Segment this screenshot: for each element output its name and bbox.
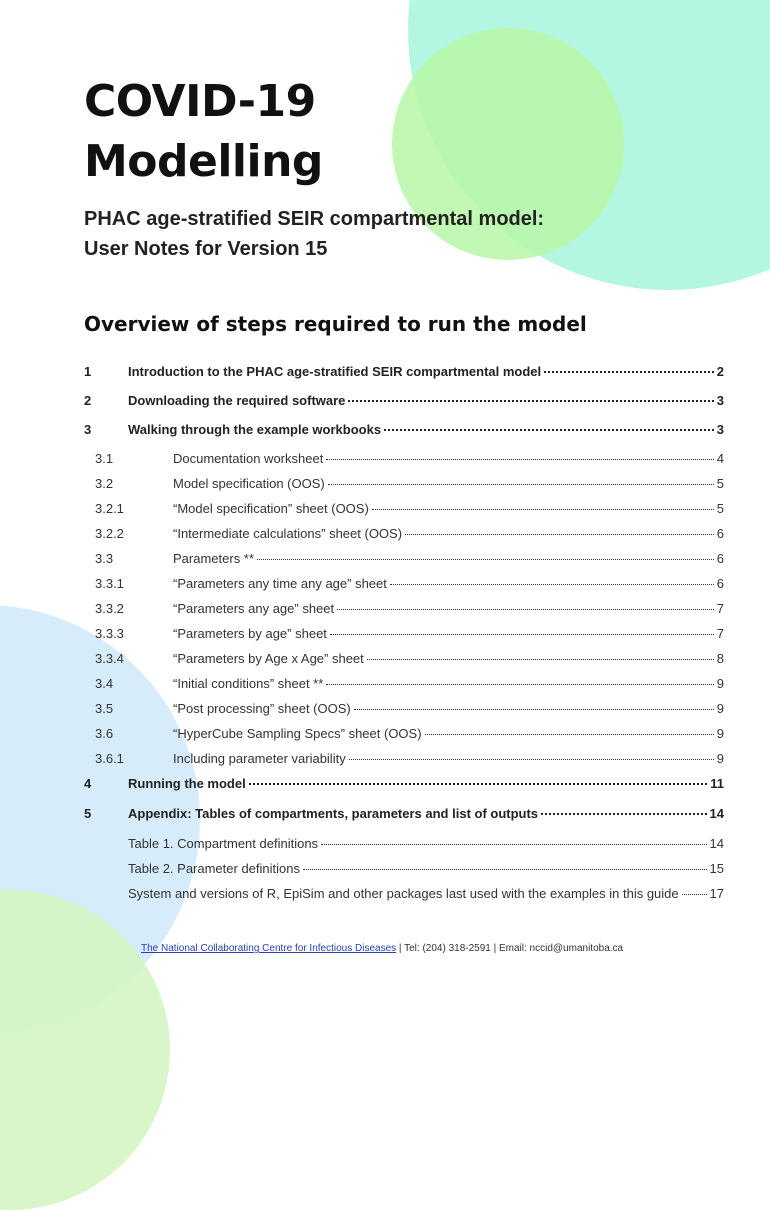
toc-entry-line [173,601,724,616]
toc-entry-page: 9 [716,726,724,741]
toc-entry[interactable] [0,861,770,886]
toc-entry-title: “HyperCube Sampling Specs” sheet (OOS) [173,726,422,741]
subtitle-line-1: PHAC age-stratified SEIR compartmental model: [84,208,545,230]
toc-entry[interactable] [0,601,770,626]
toc-entry-number: 3.3.3 [95,626,124,641]
toc-dot-leader [682,894,707,895]
toc-entry-number: 3 [84,422,92,437]
toc-entry-number: 3.2.1 [95,501,124,516]
toc-entry-title: Walking through the example workbooks [128,422,382,437]
toc-entry[interactable] [0,726,770,751]
toc-entry[interactable] [0,676,770,701]
toc-entry-page: 5 [716,501,724,516]
toc-dot-leader [326,459,713,460]
toc-entry-title: Documentation worksheet [173,451,324,466]
toc-entry-title: “Parameters any time any age” sheet [173,576,387,591]
toc-entry-line [128,393,724,408]
toc-dot-leader [354,709,714,710]
toc-dot-leader [328,484,714,485]
toc-entry-number: 3.2.2 [95,526,124,541]
toc-entry-line [173,626,724,641]
toc-entry-line [128,364,724,379]
toc-entry-line [173,726,724,741]
toc-entry-title: Model specification (OOS) [173,476,325,491]
toc-entry[interactable] [0,751,770,776]
toc-entry-line [128,886,724,901]
toc-dot-leader [321,844,706,845]
toc-entry-page: 9 [716,676,724,691]
footer-link[interactable]: The National Collaborating Centre for Infectious Diseases [141,943,397,954]
toc-entry-number: 3.3.2 [95,601,124,616]
toc-dot-leader [330,634,714,635]
toc-entry[interactable] [0,422,770,451]
toc-entry[interactable] [0,526,770,551]
toc-entry-page: 3 [716,393,724,408]
toc-dot-leader [405,534,714,535]
toc-entry-page: 7 [716,601,724,616]
toc-entry-title: Parameters ** [173,551,254,566]
toc-entry[interactable] [0,776,770,806]
toc-entry[interactable] [0,836,770,861]
toc-entry-title: Introduction to the PHAC age-stratified SEIR compartmental model [128,364,542,379]
toc-entry-page: 7 [716,626,724,641]
toc-entry-number: 3.3.1 [95,576,124,591]
toc-dot-leader [390,584,714,585]
toc-entry-page: 9 [716,701,724,716]
toc-entry-line [128,806,724,821]
toc-entry-page: 15 [709,861,724,876]
toc-entry[interactable] [0,886,770,911]
overview-heading: Overview of steps required to run the model [84,312,587,336]
toc-entry-line [173,576,724,591]
toc-entry-page: 3 [716,422,724,437]
toc-entry-title: Running the model [128,776,246,791]
toc-entry-page: 2 [716,364,724,379]
toc-entry-title: “Parameters by age” sheet [173,626,327,641]
toc-entry[interactable] [0,393,770,422]
toc-entry[interactable] [0,501,770,526]
toc-dot-leader [348,400,713,402]
footer-contact: | Tel: (204) 318-2591 | Email: nccid@umanitoba.ca [396,943,624,954]
toc-entry-number: 3.6 [95,726,114,741]
toc-entry-page: 11 [710,776,724,791]
toc-entry-line [128,836,724,851]
toc-entry-number: 3.1 [95,451,114,466]
toc-entry-title: System and versions of R, EpiSim and other packages last used with the examples in this guide [128,886,679,901]
toc-dot-leader [544,371,714,373]
toc-entry-number: 1 [84,364,92,379]
toc-entry[interactable] [0,576,770,601]
toc-entry-page: 14 [709,836,724,851]
toc-entry-line [173,751,724,766]
toc-entry-page: 6 [716,551,724,566]
table-of-contents [0,364,770,911]
toc-entry-page: 6 [716,576,724,591]
toc-dot-leader [372,509,714,510]
toc-entry-number: 2 [84,393,92,408]
toc-entry-number: 3.3.4 [95,651,124,666]
toc-entry[interactable] [0,551,770,576]
toc-entry-number: 5 [84,806,92,821]
toc-entry-line [173,551,724,566]
toc-entry-number: 3.3 [95,551,114,566]
toc-entry-line [173,701,724,716]
subtitle-line-2: User Notes for Version 15 [84,238,328,260]
toc-entry-line [173,476,724,491]
toc-entry[interactable] [0,651,770,676]
toc-entry-title: “Parameters by Age x Age” sheet [173,651,364,666]
toc-entry-number: 3.5 [95,701,114,716]
toc-entry-number: 3.2 [95,476,114,491]
toc-dot-leader [349,759,714,760]
toc-entry[interactable] [0,806,770,836]
toc-dot-leader [367,659,714,660]
document-title [84,72,323,192]
toc-entry[interactable] [0,364,770,393]
footer [141,943,623,954]
toc-dot-leader [249,783,708,785]
toc-entry-title: Table 2. Parameter definitions [128,861,300,876]
toc-entry-page: 4 [716,451,724,466]
toc-dot-leader [384,429,714,431]
toc-entry[interactable] [0,451,770,476]
toc-entry-page: 9 [716,751,724,766]
toc-entry[interactable] [0,476,770,501]
toc-entry-line [173,451,724,466]
toc-entry[interactable] [0,701,770,726]
toc-entry-number: 3.4 [95,676,114,691]
title-line-1: COVID-19 [84,76,316,127]
toc-entry[interactable] [0,626,770,651]
toc-dot-leader [337,609,714,610]
toc-entry-title: “Intermediate calculations” sheet (OOS) [173,526,403,541]
toc-entry-number: 3.6.1 [95,751,124,766]
toc-dot-leader [541,813,706,815]
toc-dot-leader [257,559,714,560]
toc-entry-line [173,651,724,666]
toc-entry-page: 5 [716,476,724,491]
toc-entry-line [173,501,724,516]
toc-entry-title: Downloading the required software [128,393,346,408]
toc-entry-title: Table 1. Compartment definitions [128,836,319,851]
toc-entry-line [173,526,724,541]
toc-entry-line [128,861,724,876]
toc-entry-page: 8 [716,651,724,666]
toc-entry-title: Appendix: Tables of compartments, parameters and list of outputs [128,806,539,821]
toc-entry-page: 6 [716,526,724,541]
toc-dot-leader [425,734,714,735]
document-subtitle [84,204,544,264]
toc-entry-page: 14 [709,806,724,821]
toc-dot-leader [326,684,713,685]
toc-entry-title: “Model specification” sheet (OOS) [173,501,369,516]
toc-entry-title: “Initial conditions” sheet ** [173,676,324,691]
toc-entry-line [128,422,724,437]
title-line-2: Modelling [84,136,323,187]
toc-entry-line [128,776,724,791]
toc-entry-line [173,676,724,691]
toc-entry-title: “Parameters any age” sheet [173,601,335,616]
toc-dot-leader [303,869,707,870]
toc-entry-title: Including parameter variability [173,751,346,766]
toc-entry-number: 4 [84,776,92,791]
toc-entry-page: 17 [709,886,724,901]
toc-entry-title: “Post processing” sheet (OOS) [173,701,351,716]
